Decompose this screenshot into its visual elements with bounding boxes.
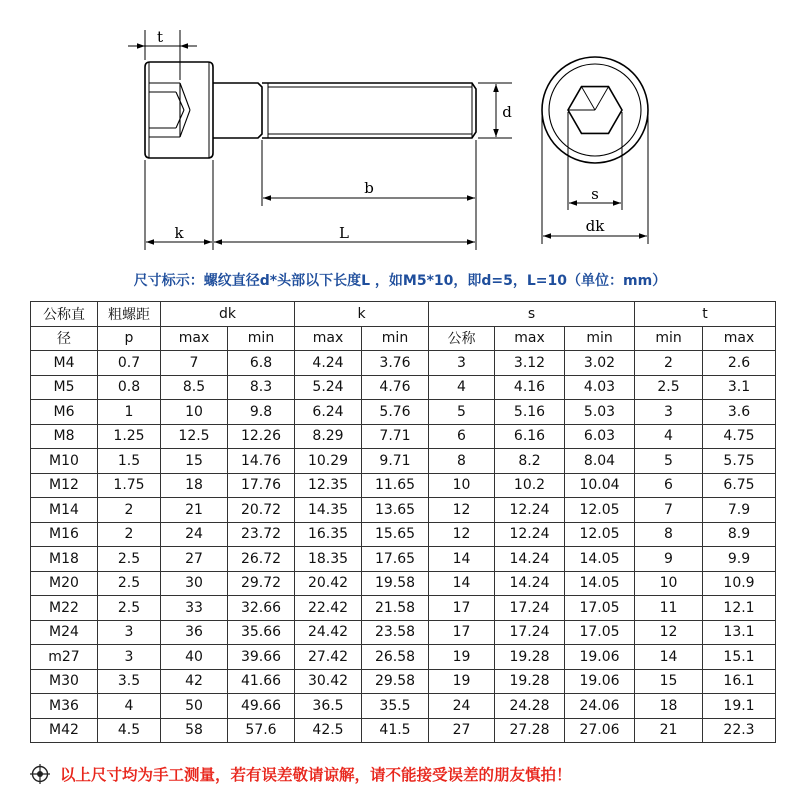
table-cell: 35.66 xyxy=(228,620,295,645)
table-cell: 11 xyxy=(635,596,703,621)
label-d: d xyxy=(502,103,512,121)
table-cell: 17.24 xyxy=(495,596,565,621)
table-cell: 1.5 xyxy=(98,449,161,474)
row-size-cell: M8 xyxy=(31,424,98,449)
table-cell: 17.05 xyxy=(565,596,635,621)
table-cell: 12 xyxy=(635,620,703,645)
table-row xyxy=(31,424,776,449)
table-body xyxy=(31,351,776,743)
table-cell: 27 xyxy=(429,718,495,743)
table-cell: 1 xyxy=(98,400,161,425)
table-cell: 12.05 xyxy=(565,522,635,547)
table-cell: 23.58 xyxy=(362,620,429,645)
table-cell: 6.8 xyxy=(228,351,295,376)
table-cell: 4.03 xyxy=(565,375,635,400)
table-row xyxy=(31,351,776,376)
table-cell: 19.28 xyxy=(495,669,565,694)
bolt-head xyxy=(145,62,213,158)
header-s-nominal: 公称 xyxy=(429,326,495,351)
table-cell: 3 xyxy=(98,645,161,670)
table-cell: 19 xyxy=(429,669,495,694)
bolt-side-view xyxy=(145,62,476,158)
table-cell: 32.66 xyxy=(228,596,295,621)
row-size-cell: M4 xyxy=(31,351,98,376)
table-cell: 9.71 xyxy=(362,449,429,474)
table-row xyxy=(31,375,776,400)
table-cell: 5.16 xyxy=(495,400,565,425)
table-cell: 21 xyxy=(161,498,228,523)
table-cell: 4.16 xyxy=(495,375,565,400)
table-cell: 19.28 xyxy=(495,645,565,670)
table-cell: 2.5 xyxy=(98,571,161,596)
row-size-cell: M12 xyxy=(31,473,98,498)
table-cell: 36 xyxy=(161,620,228,645)
table-row xyxy=(31,547,776,572)
table-cell: 13.1 xyxy=(703,620,776,645)
header-t-max: max xyxy=(703,326,776,351)
row-size-cell: M5 xyxy=(31,375,98,400)
table-cell: 5.03 xyxy=(565,400,635,425)
table-cell: 10 xyxy=(429,473,495,498)
table-cell: 3 xyxy=(98,620,161,645)
target-icon xyxy=(30,764,50,784)
table-header-row-1 xyxy=(31,302,776,327)
table-cell: 17.65 xyxy=(362,547,429,572)
label-k: k xyxy=(174,224,184,242)
table-cell: 39.66 xyxy=(228,645,295,670)
bolt-thread xyxy=(262,83,476,138)
header-nominal-diameter: 公称直 xyxy=(31,302,98,327)
table-cell: 6.03 xyxy=(565,424,635,449)
table-cell: 12.24 xyxy=(495,522,565,547)
table-cell: 10 xyxy=(161,400,228,425)
table-cell: 14.24 xyxy=(495,571,565,596)
table-cell: 10.2 xyxy=(495,473,565,498)
table-cell: 14.05 xyxy=(565,547,635,572)
table-cell: 27.28 xyxy=(495,718,565,743)
table-cell: 14 xyxy=(429,571,495,596)
table-cell: 7 xyxy=(635,498,703,523)
table-cell: 3.1 xyxy=(703,375,776,400)
table-cell: 15 xyxy=(161,449,228,474)
table-row xyxy=(31,620,776,645)
table-cell: 36.5 xyxy=(295,694,362,719)
table-cell: 14 xyxy=(429,547,495,572)
table-cell: 33 xyxy=(161,596,228,621)
table-cell: 11.65 xyxy=(362,473,429,498)
table-cell: 19.06 xyxy=(565,669,635,694)
table-cell: 24.42 xyxy=(295,620,362,645)
table-cell: 30 xyxy=(161,571,228,596)
table-cell: 21 xyxy=(635,718,703,743)
table-cell: 14.76 xyxy=(228,449,295,474)
table-cell: 18.35 xyxy=(295,547,362,572)
header-s-min: min xyxy=(565,326,635,351)
table-row xyxy=(31,498,776,523)
header-s: s xyxy=(429,302,635,327)
table-cell: 14.24 xyxy=(495,547,565,572)
spec-table xyxy=(30,301,776,743)
bolt-end-view xyxy=(542,57,648,163)
table-row xyxy=(31,669,776,694)
table-cell: 29.72 xyxy=(228,571,295,596)
table-row xyxy=(31,400,776,425)
disclaimer-text: 以上尺寸均为手工测量，若有误差敬请谅解，请不能接受误差的朋友慎拍！ xyxy=(60,766,572,784)
header-k-max: max xyxy=(295,326,362,351)
row-size-cell: M14 xyxy=(31,498,98,523)
table-cell: 16.35 xyxy=(295,522,362,547)
table-cell: 12.24 xyxy=(495,498,565,523)
table-cell: 22.42 xyxy=(295,596,362,621)
table-cell: 12 xyxy=(429,522,495,547)
table-cell: 19.06 xyxy=(565,645,635,670)
table-cell: 17 xyxy=(429,596,495,621)
table-cell: 42 xyxy=(161,669,228,694)
table-cell: 12.26 xyxy=(228,424,295,449)
table-cell: 10.29 xyxy=(295,449,362,474)
header-k: k xyxy=(295,302,429,327)
table-cell: 49.66 xyxy=(228,694,295,719)
table-cell: 8 xyxy=(429,449,495,474)
table-cell: 14.35 xyxy=(295,498,362,523)
table-cell: 23.72 xyxy=(228,522,295,547)
table-cell: 5.24 xyxy=(295,375,362,400)
row-size-cell: M30 xyxy=(31,669,98,694)
header-pitch-symbol: p xyxy=(98,326,161,351)
table-cell: 17.76 xyxy=(228,473,295,498)
table-row xyxy=(31,522,776,547)
header-dk-max: max xyxy=(161,326,228,351)
label-L: L xyxy=(339,224,349,242)
table-cell: 10.9 xyxy=(703,571,776,596)
table-cell: 2.6 xyxy=(703,351,776,376)
table-cell: 24.28 xyxy=(495,694,565,719)
table-cell: 5.75 xyxy=(703,449,776,474)
table-cell: 3 xyxy=(429,351,495,376)
table-cell: 19.1 xyxy=(703,694,776,719)
row-size-cell: M18 xyxy=(31,547,98,572)
table-cell: 57.6 xyxy=(228,718,295,743)
table-row xyxy=(31,473,776,498)
table-cell: 2 xyxy=(98,522,161,547)
table-cell: 14.05 xyxy=(565,571,635,596)
header-k-min: min xyxy=(362,326,429,351)
row-size-cell: M42 xyxy=(31,718,98,743)
table-cell: 1.25 xyxy=(98,424,161,449)
table-cell: 3.76 xyxy=(362,351,429,376)
label-s: s xyxy=(591,185,599,203)
table-cell: 12 xyxy=(429,498,495,523)
row-size-cell: M16 xyxy=(31,522,98,547)
header-t-min: min xyxy=(635,326,703,351)
header-t: t xyxy=(635,302,776,327)
table-row xyxy=(31,449,776,474)
table-cell: 2 xyxy=(98,498,161,523)
table-cell: 17.05 xyxy=(565,620,635,645)
table-cell: 7 xyxy=(161,351,228,376)
table-cell: 3.5 xyxy=(98,669,161,694)
table-cell: 58 xyxy=(161,718,228,743)
table-cell: 20.72 xyxy=(228,498,295,523)
table-cell: 22.3 xyxy=(703,718,776,743)
header-nominal-diameter-cont: 径 xyxy=(31,326,98,351)
table-cell: 2.5 xyxy=(635,375,703,400)
table-cell: 40 xyxy=(161,645,228,670)
table-cell: 27 xyxy=(161,547,228,572)
table-cell: 0.8 xyxy=(98,375,161,400)
row-size-cell: M20 xyxy=(31,571,98,596)
table-cell: 12.5 xyxy=(161,424,228,449)
table-cell: 3 xyxy=(635,400,703,425)
bolt-technical-drawing xyxy=(0,0,800,268)
table-cell: 8.9 xyxy=(703,522,776,547)
table-cell: 9 xyxy=(635,547,703,572)
table-cell: 3.12 xyxy=(495,351,565,376)
table-cell: 16.1 xyxy=(703,669,776,694)
table-row xyxy=(31,718,776,743)
table-cell: 15 xyxy=(635,669,703,694)
row-size-cell: M6 xyxy=(31,400,98,425)
table-cell: 6.16 xyxy=(495,424,565,449)
table-cell: 10.04 xyxy=(565,473,635,498)
table-cell: 6.24 xyxy=(295,400,362,425)
table-cell: 42.5 xyxy=(295,718,362,743)
table-cell: 18 xyxy=(161,473,228,498)
table-cell: 20.42 xyxy=(295,571,362,596)
table-cell: 4.75 xyxy=(703,424,776,449)
table-cell: 6.75 xyxy=(703,473,776,498)
table-cell: 26.58 xyxy=(362,645,429,670)
table-cell: 41.5 xyxy=(362,718,429,743)
table-cell: 5 xyxy=(635,449,703,474)
table-cell: 21.58 xyxy=(362,596,429,621)
table-cell: 27.06 xyxy=(565,718,635,743)
table-cell: 4 xyxy=(635,424,703,449)
table-cell: 0.7 xyxy=(98,351,161,376)
table-cell: 6 xyxy=(429,424,495,449)
row-size-cell: M22 xyxy=(31,596,98,621)
table-cell: 15.1 xyxy=(703,645,776,670)
table-cell: 17.24 xyxy=(495,620,565,645)
table-cell: 19.58 xyxy=(362,571,429,596)
table-cell: 8 xyxy=(635,522,703,547)
table-cell: 2.5 xyxy=(98,596,161,621)
label-b: b xyxy=(364,179,374,197)
table-cell: 18 xyxy=(635,694,703,719)
table-cell: 8.3 xyxy=(228,375,295,400)
table-cell: 7.71 xyxy=(362,424,429,449)
table-cell: 50 xyxy=(161,694,228,719)
table-cell: 3.6 xyxy=(703,400,776,425)
table-cell: 12.35 xyxy=(295,473,362,498)
table-cell: 24.06 xyxy=(565,694,635,719)
table-cell: 29.58 xyxy=(362,669,429,694)
table-cell: 6 xyxy=(635,473,703,498)
table-cell: 12.1 xyxy=(703,596,776,621)
label-dk: dk xyxy=(585,217,605,235)
row-size-cell: M24 xyxy=(31,620,98,645)
table-row xyxy=(31,596,776,621)
table-cell: 17 xyxy=(429,620,495,645)
table-cell: 27.42 xyxy=(295,645,362,670)
table-cell: 3.02 xyxy=(565,351,635,376)
table-cell: 19 xyxy=(429,645,495,670)
table-header-row-2 xyxy=(31,326,776,351)
label-t: t xyxy=(156,28,164,46)
table-cell: 12.05 xyxy=(565,498,635,523)
dimension-caption: 尺寸标示：螺纹直径d*头部以下长度L ，如M5*10，即d=5，L=10（单位：mm） xyxy=(133,273,667,289)
table-cell: 4.76 xyxy=(362,375,429,400)
table-cell: 2.5 xyxy=(98,547,161,572)
bolt-shank xyxy=(213,83,262,138)
table-cell: 8.5 xyxy=(161,375,228,400)
table-cell: 13.65 xyxy=(362,498,429,523)
table-cell: 15.65 xyxy=(362,522,429,547)
table-cell: 2 xyxy=(635,351,703,376)
row-size-cell: m27 xyxy=(31,645,98,670)
table-cell: 4 xyxy=(98,694,161,719)
disclaimer xyxy=(30,760,572,788)
header-s-max: max xyxy=(495,326,565,351)
table-cell: 8.29 xyxy=(295,424,362,449)
dimension-k-l xyxy=(145,160,475,250)
table-cell: 41.66 xyxy=(228,669,295,694)
table-row xyxy=(31,645,776,670)
table-cell: 7.9 xyxy=(703,498,776,523)
header-dk: dk xyxy=(161,302,295,327)
table-cell: 35.5 xyxy=(362,694,429,719)
table-cell: 24 xyxy=(161,522,228,547)
table-row xyxy=(31,694,776,719)
table-cell: 9.8 xyxy=(228,400,295,425)
header-coarse-pitch: 粗螺距 xyxy=(98,302,161,327)
table-cell: 30.42 xyxy=(295,669,362,694)
row-size-cell: M36 xyxy=(31,694,98,719)
table-cell: 9.9 xyxy=(703,547,776,572)
header-dk-min: min xyxy=(228,326,295,351)
table-cell: 24 xyxy=(429,694,495,719)
table-cell: 8.2 xyxy=(495,449,565,474)
table-cell: 4.24 xyxy=(295,351,362,376)
table-cell: 4 xyxy=(429,375,495,400)
table-cell: 5.76 xyxy=(362,400,429,425)
table-cell: 8.04 xyxy=(565,449,635,474)
table-cell: 1.75 xyxy=(98,473,161,498)
table-cell: 4.5 xyxy=(98,718,161,743)
table-cell: 26.72 xyxy=(228,547,295,572)
row-size-cell: M10 xyxy=(31,449,98,474)
table-cell: 10 xyxy=(635,571,703,596)
table-cell: 14 xyxy=(635,645,703,670)
table-cell: 5 xyxy=(429,400,495,425)
table-row xyxy=(31,571,776,596)
